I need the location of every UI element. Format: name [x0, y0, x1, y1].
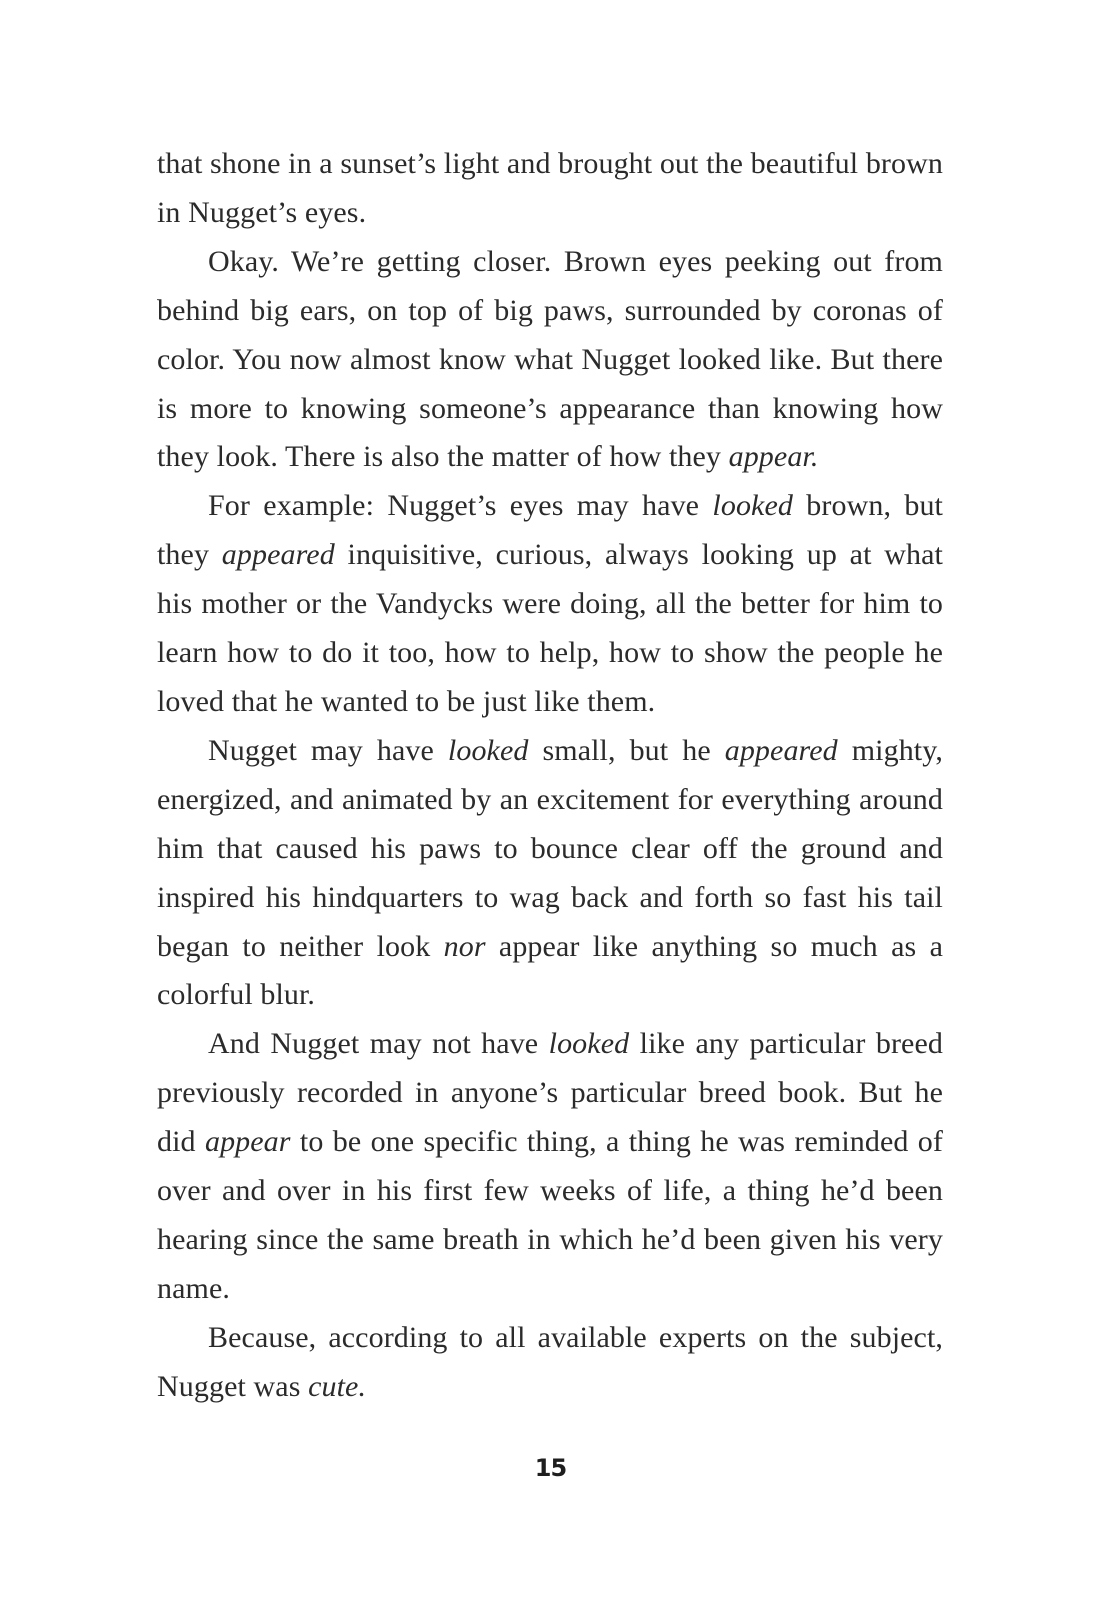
italic-run: looked — [712, 489, 793, 523]
text-run: inquisitive, curious, always looking up at what his mother or the Vandycks were doing, all the better for him to learn how to do it too, how to help, how to show the people he loved that he wanted to be just like them. — [157, 538, 943, 718]
text-run: mighty, energized, and animated by an excitement for everything around him that caused his paws to bounce clear off the ground and inspired his hindquarters to wag back and forth so fast his tail began to neither look — [157, 733, 943, 963]
italic-run: looked — [447, 733, 529, 767]
paragraph-4 — [157, 727, 943, 1020]
text-run: Because, according to all available experts on the subject, Nugget was — [157, 1320, 943, 1403]
italic-run: appeared — [221, 538, 335, 572]
page-number: 15 — [534, 1454, 567, 1482]
text-run: For example: Nugget’s eyes may have — [208, 489, 713, 523]
italic-run: looked — [548, 1027, 630, 1061]
text-run: Okay. We’re getting closer. Brown eyes peeking out from behind big ears, on top of big paws, surrounded by coronas of color. You now almost know what Nugget looked like. But there is more to knowing someone’s appearance than knowing how they look. There is also the matter of how they — [157, 244, 943, 474]
body-text — [157, 140, 943, 1412]
paragraph-1 — [157, 140, 943, 238]
text-run: small, but he — [528, 733, 725, 767]
italic-run: cute. — [308, 1369, 367, 1403]
italic-run: appeared — [724, 733, 838, 767]
paragraph-5 — [157, 1020, 943, 1313]
text-run: brown, but they — [157, 489, 943, 572]
text-run: that shone in a sunset’s light and brought out the beautiful brown in Nugget’s eyes. — [157, 147, 943, 229]
italic-run: nor — [443, 929, 486, 963]
paragraph-2 — [157, 238, 943, 483]
text-run: appear like anything so much as a colorful blur. — [157, 929, 943, 1012]
italic-run: appear. — [728, 440, 819, 474]
text-run: like any particular breed previously recorded in anyone’s particular breed book. But he did — [157, 1027, 943, 1159]
text-run: Nugget may have — [208, 733, 448, 767]
text-run: And Nugget may not have — [208, 1027, 549, 1061]
italic-run: appear — [204, 1125, 291, 1159]
paragraph-6 — [157, 1314, 943, 1412]
text-run: to be one specific thing, a thing he was reminded of over and over in his first few weeks of life, a thing he’d been hearing since the same breath in which he’d been given his very name. — [157, 1125, 943, 1305]
paragraph-3 — [157, 482, 943, 727]
